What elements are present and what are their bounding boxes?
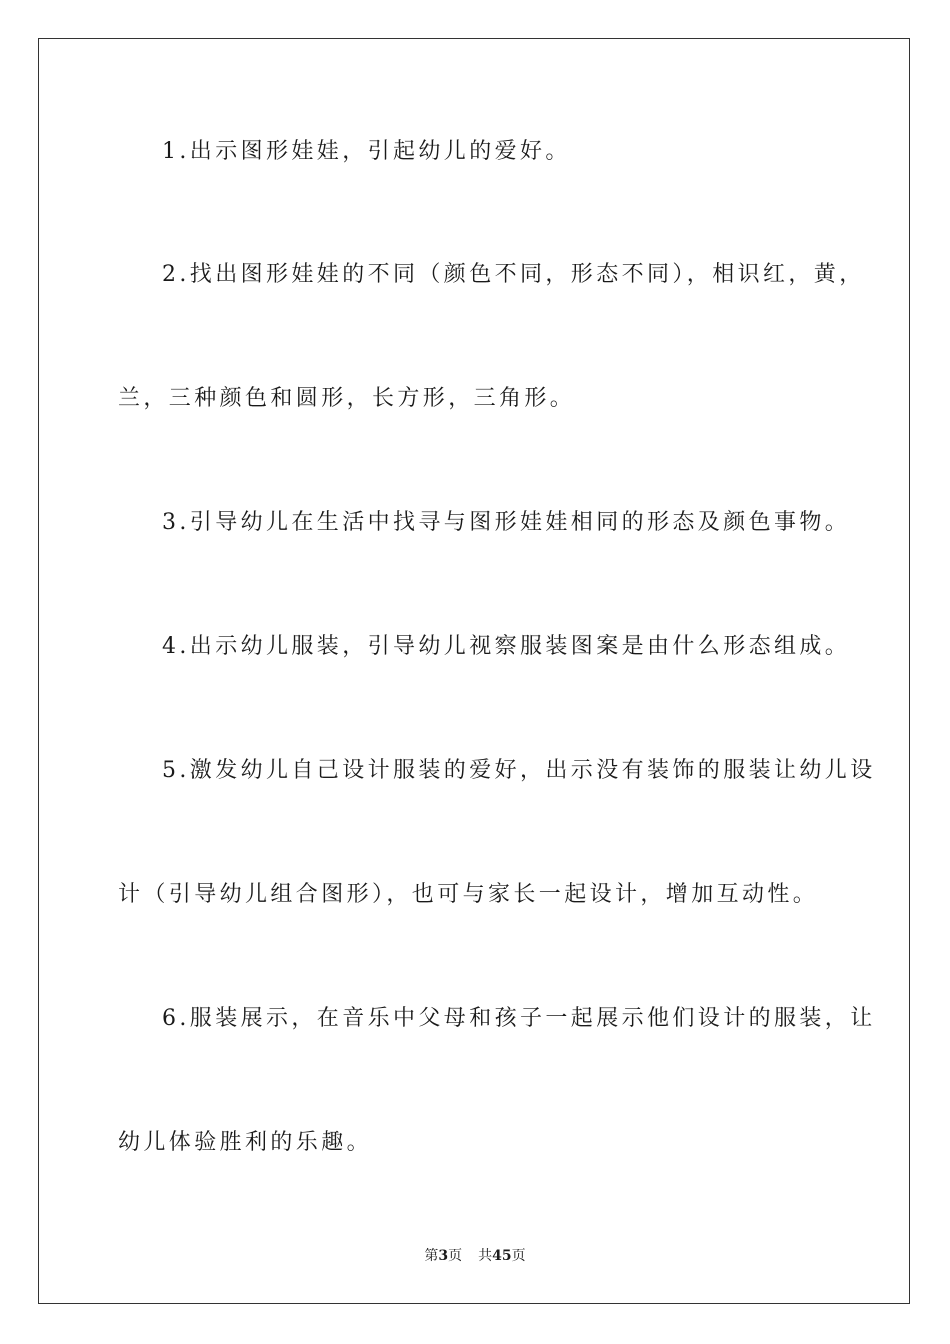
page-border: [38, 38, 910, 1304]
footer-total-pages: 45: [492, 1248, 512, 1264]
footer-page-prefix: 第: [424, 1248, 439, 1264]
paragraph-line-1: 1.出示图形娃娃，引起幼儿的爱好。: [162, 139, 571, 164]
footer-page-suffix: 页: [448, 1248, 463, 1264]
paragraph-line-4: 3.引导幼儿在生活中找寻与图形娃娃相同的形态及颜色事物。: [162, 510, 851, 535]
footer-total-suffix: 页: [511, 1248, 526, 1264]
footer-total-prefix: 共: [478, 1248, 493, 1264]
paragraph-line-8: 6.服装展示，在音乐中父母和孩子一起展示他们设计的服装，让: [162, 1006, 876, 1031]
paragraph-line-6: 5.激发幼儿自己设计服装的爱好，出示没有装饰的服装让幼儿设: [162, 758, 876, 783]
paragraph-line-7: 计（引导幼儿组合图形），也可与家长一起设计，增加互动性。: [118, 882, 819, 907]
paragraph-line-5: 4.出示幼儿服装，引导幼儿视察服装图案是由什么形态组成。: [162, 634, 851, 659]
page-footer: [0, 1246, 950, 1266]
paragraph-line-3: 兰，三种颜色和圆形，长方形，三角形。: [118, 386, 576, 411]
paragraph-line-2: 2.找出图形娃娃的不同（颜色不同，形态不同），相识红，黄，: [162, 262, 865, 287]
paragraph-line-9: 幼儿体验胜利的乐趣。: [118, 1130, 373, 1155]
footer-page-number: 3: [438, 1248, 449, 1264]
